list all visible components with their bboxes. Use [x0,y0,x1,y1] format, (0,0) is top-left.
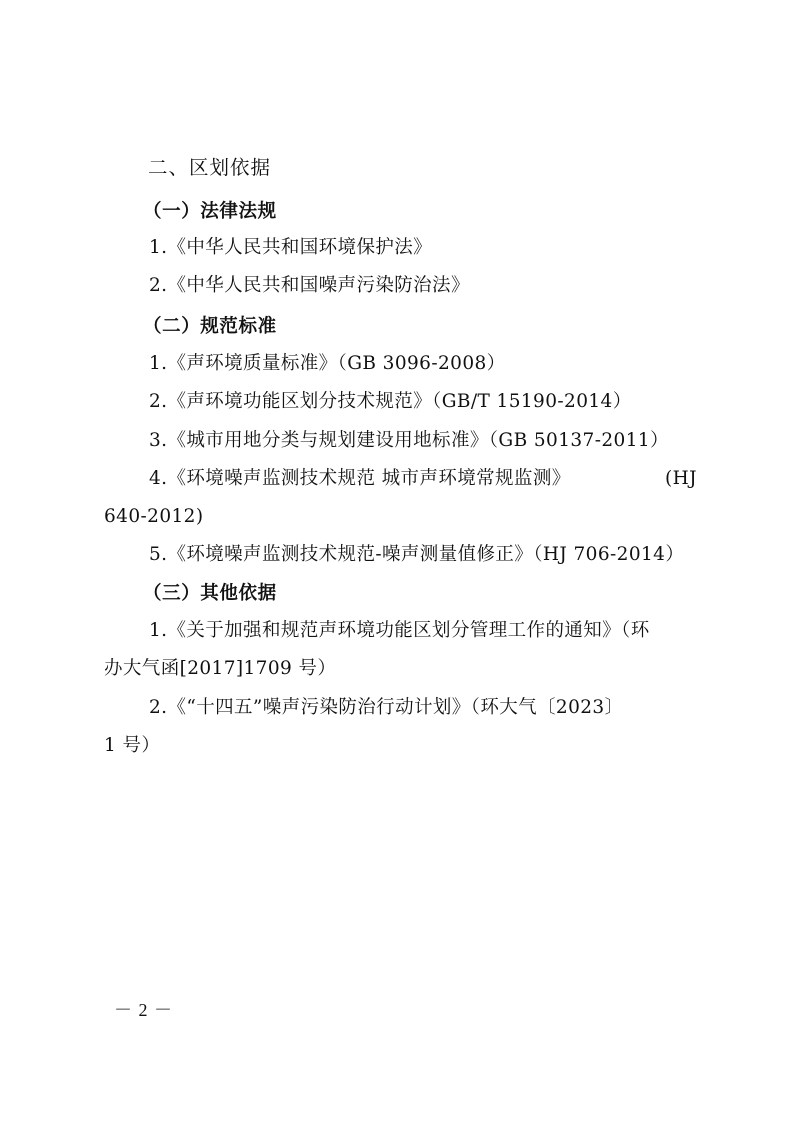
list-item: 1.《关于加强和规范声环境功能区划分管理工作的通知》（环 [149,620,650,641]
list-item: 5.《环境噪声监测技术规范-噪声测量值修正》（HJ 706-2014） [149,544,685,565]
subsection-heading-laws: （一）法律法规 [143,201,277,222]
list-item: 1.《中华人民共和国环境保护法》 [149,237,433,258]
subsection-heading-standards: （二）规范标准 [143,316,277,337]
list-item-text: 4.《环境噪声监测技术规范 城市声环境常规监测》 [149,468,571,489]
list-item: 2.《“十四五”噪声污染防治行动计划》（环大气〔2023〕 [149,697,624,718]
list-item-continuation: 640-2012) [104,506,204,527]
list-item: 2.《中华人民共和国噪声污染防治法》 [149,275,470,296]
section-heading: 二、区划依据 [148,156,272,179]
list-item: 3.《城市用地分类与规划建设用地标准》（GB 50137-2011） [149,430,669,451]
list-item-continuation: 办大气函[2017]1709 号） [104,658,337,679]
list-item-multiline [149,470,697,489]
list-item-code: (HJ [665,468,697,489]
list-item-continuation: 1 号） [104,735,161,756]
list-item: 2.《声环境功能区划分技术规范》（GB/T 15190-2014） [149,391,632,412]
list-item: 1.《声环境质量标准》（GB 3096-2008） [149,353,506,374]
page-number: － 2 － [114,1000,173,1020]
subsection-heading-other: （三）其他依据 [143,583,277,604]
